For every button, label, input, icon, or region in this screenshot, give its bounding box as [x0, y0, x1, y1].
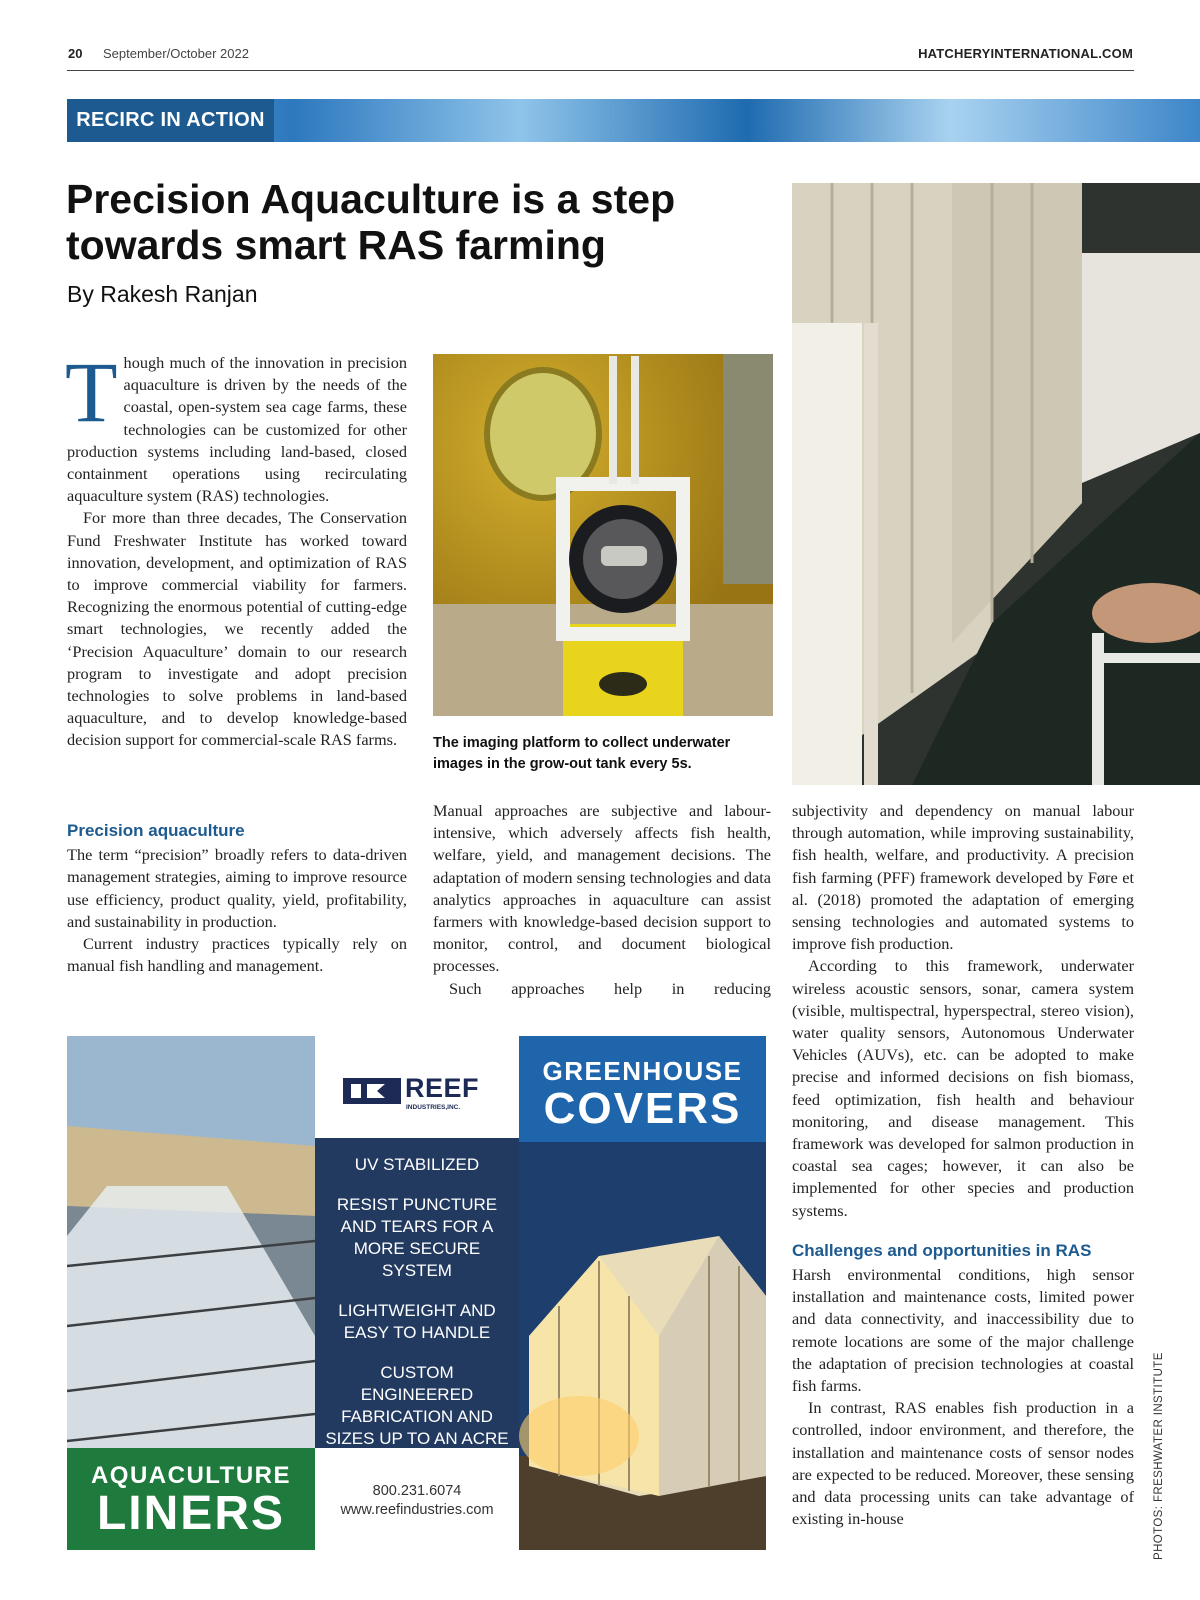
article-headline: Precision Aquaculture is a step towards smart RAS farming [66, 176, 676, 268]
reef-brand-sub: INDUSTRIES,INC. [406, 1104, 461, 1111]
ad-feature: LIGHTWEIGHT AND EASY TO HANDLE [338, 1301, 496, 1342]
paragraph: Such approaches help in reducing [449, 978, 771, 998]
paragraph: hough much of the innovation in precision aquaculture is driven by the needs of the coastal, open-system sea cage farms, these technologies can be customized for other production systems including land-based, closed containment operations using recirculating aquaculture system (RAS) technologies. [67, 353, 407, 506]
raceway-illustration [792, 183, 1200, 785]
paragraph: Harsh environmental conditions, high sensor installation and maintenance costs, limited power and data connectivity, and inaccessibility due to remote locations are some of the major challenge the adaptation of precision technologies at coastal fish farms. [792, 1265, 1134, 1396]
article-column-2 [433, 800, 771, 1000]
paragraph: Manual approaches are subjective and labour-intensive, which adversely affects fish health, welfare, yield, and management decisions. The adaptation of modern sensing technologies and data analytics approaches in aquaculture can assist farmers with knowledge-based decision support to monitor, control, and document biological processes. [433, 801, 771, 976]
ad-liners-label[interactable] [67, 1448, 315, 1550]
ad-greenhouse-label[interactable] [519, 1036, 766, 1142]
reef-brand: REEF [405, 1073, 480, 1103]
ad-feature: UV STABILIZED [354, 1155, 480, 1174]
paragraph: For more than three decades, The Conservation Fund Freshwater Institute has worked toward innovation, development, and optimization of RAS to improve commercial viability for farmers. Recognizing the enormous potential of cutting-edge smart technologies, we recently added the ‘Precision Aquaculture’ domain to our research program to investigate and adopt precision technologies to solve problems in land-based aquaculture, and to develop knowledge-based decision support for commercial-scale RAS farms. [67, 508, 407, 750]
imaging-platform-illustration [433, 354, 773, 716]
ad-feature: RESIST PUNCTURE AND TEARS FOR A MORE SECURE SYSTEM [336, 1195, 498, 1280]
paragraph: According to this framework, underwater wireless acoustic sensors, sonar, camera system (visible, multispectral, hyperspectral, stereo vision), water quality sensors, Autonomous Underwater Vehicles (AUVs), etc. can be adopted to make precise and informed decisions on fish biomass, feed optimization, fish health and behaviour monitoring, and disease management. This framework was developed for salmon production in coastal sea cages; however, it can also be implemented for other species and production systems. [792, 956, 1134, 1220]
drop-cap: T [65, 344, 118, 440]
photo-caption: The imaging platform to collect underwater images in the grow-out tank every 5s. [433, 735, 731, 772]
header-rule [67, 70, 1134, 71]
subhead-challenges: Challenges and opportunities in RAS [792, 1240, 1092, 1260]
raceway-photo [792, 183, 1200, 785]
paragraph: subjectivity and dependency on manual labour through automation, while improving sustainability, fish health, welfare, and productivity. A precision fish farming (PFF) framework developed by Føre et al. (2018) promoted the adaptation of emerging sensing technologies and automated systems to improve fish production. [792, 801, 1134, 954]
article-column-1-top [65, 344, 407, 752]
article-column-1-bottom [67, 820, 407, 977]
ad-liners-title-1: AQUACULTURE [90, 1462, 292, 1489]
paragraph: Current industry practices typically rely on manual fish handling and management. [67, 934, 407, 976]
paragraph: The term “precision” broadly refers to data-driven management strategies, aiming to improve resource use efficiency, product quality, yield, profitability, and sustainability in production. [67, 845, 407, 931]
issue-date: September/October 2022 [103, 46, 249, 61]
page-number: 20 [68, 46, 83, 61]
ad-greenhouse-title-2: COVERS [543, 1084, 742, 1133]
subhead-precision-aquaculture: Precision aquaculture [67, 821, 245, 840]
ad-contact [315, 1448, 519, 1550]
byline: By Rakesh Ranjan [67, 281, 258, 307]
paragraph: In contrast, RAS enables fish production in a controlled, indoor environment, and therefore, the installation and maintenance costs of sensor nodes are expected to be reduced. Moreover, these sensing and data processing units can take advantage of existing in-house [792, 1398, 1134, 1529]
section-label: RECIRC IN ACTION [67, 99, 274, 142]
ad-greenhouse-title-1: GREENHOUSE [542, 1056, 743, 1086]
ad-feature-list [315, 1138, 519, 1448]
ad-phone[interactable]: 800.231.6074 [372, 1483, 462, 1499]
site-url[interactable]: HATCHERYINTERNATIONAL.COM [918, 46, 1133, 61]
reef-logo[interactable] [315, 1036, 519, 1138]
ad-website[interactable]: www.reefindustries.com [340, 1502, 494, 1518]
ad-liners-title-2: LINERS [96, 1487, 285, 1540]
ad-feature: CUSTOM ENGINEERED FABRICATION AND SIZES UP TO AN ACRE [325, 1363, 509, 1448]
imaging-platform-photo [433, 354, 773, 716]
article-column-3 [792, 800, 1134, 1531]
photo-credit: PHOTOS: FRESHWATER INSTITUTE [1153, 1352, 1165, 1560]
